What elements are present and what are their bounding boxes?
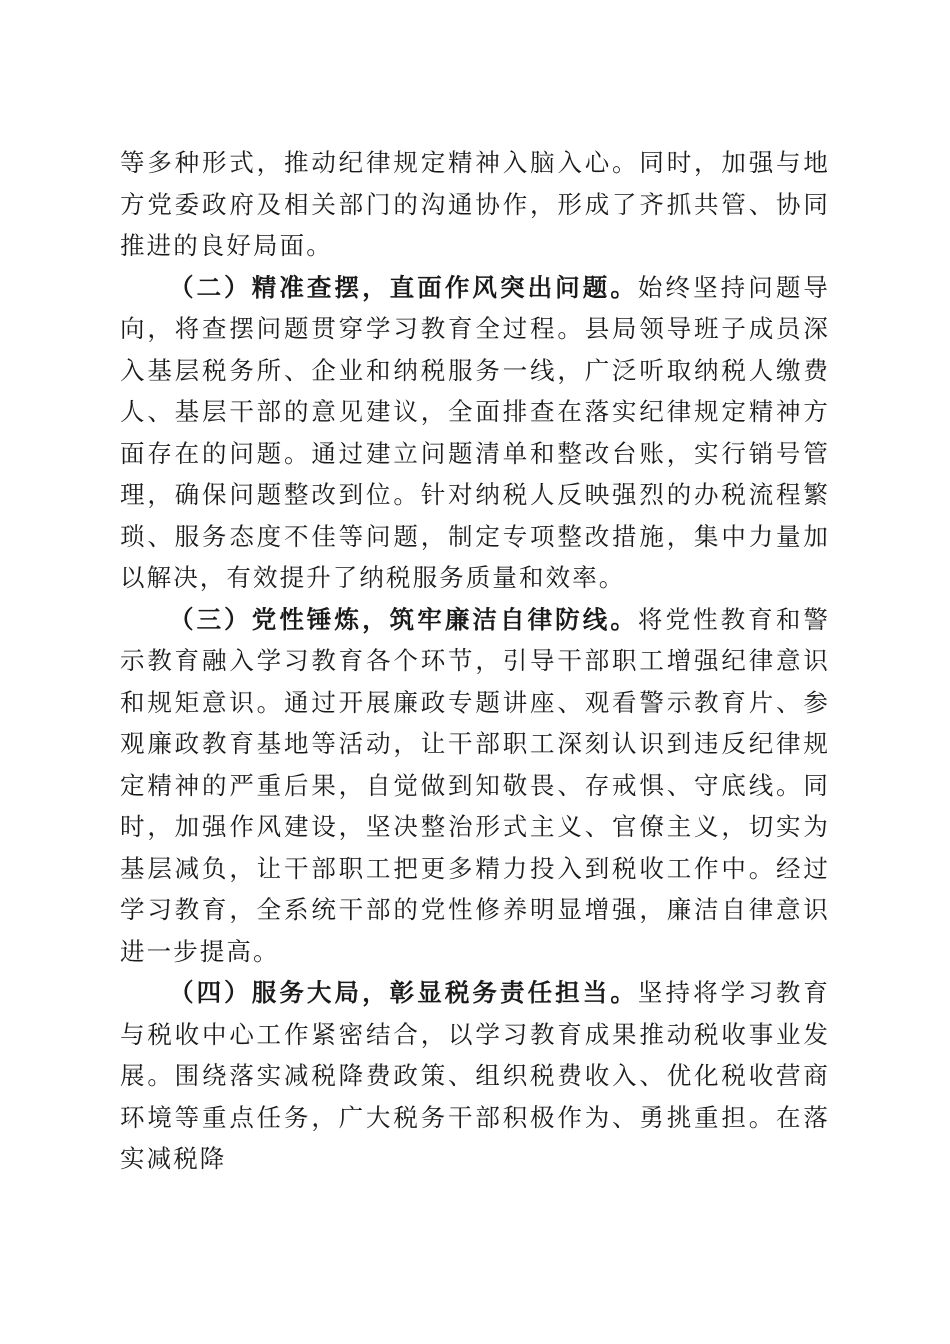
section-4-body: 坚持将学习教育与税收中心工作紧密结合，以学习教育成果推动税收事业发展。围绕落实减税降费政策、组织税费收入、优化税收营商环境等重点任务，广大税务干部积极作为、勇挑重担。在落实减税降 <box>120 978 830 1173</box>
document-body <box>120 142 830 1180</box>
paragraph-continued: 等多种形式，推动纪律规定精神入脑入心。同时，加强与地方党委政府及相关部门的沟通协作，形成了齐抓共管、协同推进的良好局面。 <box>120 148 830 260</box>
section-3-body: 将党性教育和警示教育融入学习教育各个环节，引导干部职工增强纪律意识和规矩意识。通过开展廉政专题讲座、观看警示教育片、参观廉政教育基地等活动，让干部职工深刻认识到违反纪律规定精神的严重后果，自觉做到知敬畏、存戒惧、守底线。同时，加强作风建设，坚决整治形式主义、官僚主义，切实为基层减负，让干部职工把更多精力投入到税收工作中。经过学习教育，全系统干部的党性修养明显增强，廉洁自律意识进一步提高。 <box>120 604 830 966</box>
section-3-paragraph <box>120 599 830 973</box>
section-4-paragraph <box>120 972 830 1180</box>
section-3-heading: （三）党性锤炼，筑牢廉洁自律防线。 <box>169 604 638 634</box>
section-2-body: 始终坚持问题导向，将查摆问题贯穿学习教育全过程。县局领导班子成员深入基层税务所、企业和纳税服务一线，广泛听取纳税人缴费人、基层干部的意见建议，全面排查在落实纪律规定精神方面存在的问题。通过建立问题清单和整改台账，实行销号管理，确保问题整改到位。针对纳税人反映强烈的办税流程繁琐、服务态度不佳等问题，制定专项整改措施，集中力量加以解决，有效提升了纳税服务质量和效率。 <box>120 272 830 592</box>
section-2-paragraph <box>120 267 830 599</box>
section-4-heading: （四）服务大局，彰显税务责任担当。 <box>169 978 638 1007</box>
section-2-heading: （二）精准查摆，直面作风突出问题。 <box>169 272 638 302</box>
